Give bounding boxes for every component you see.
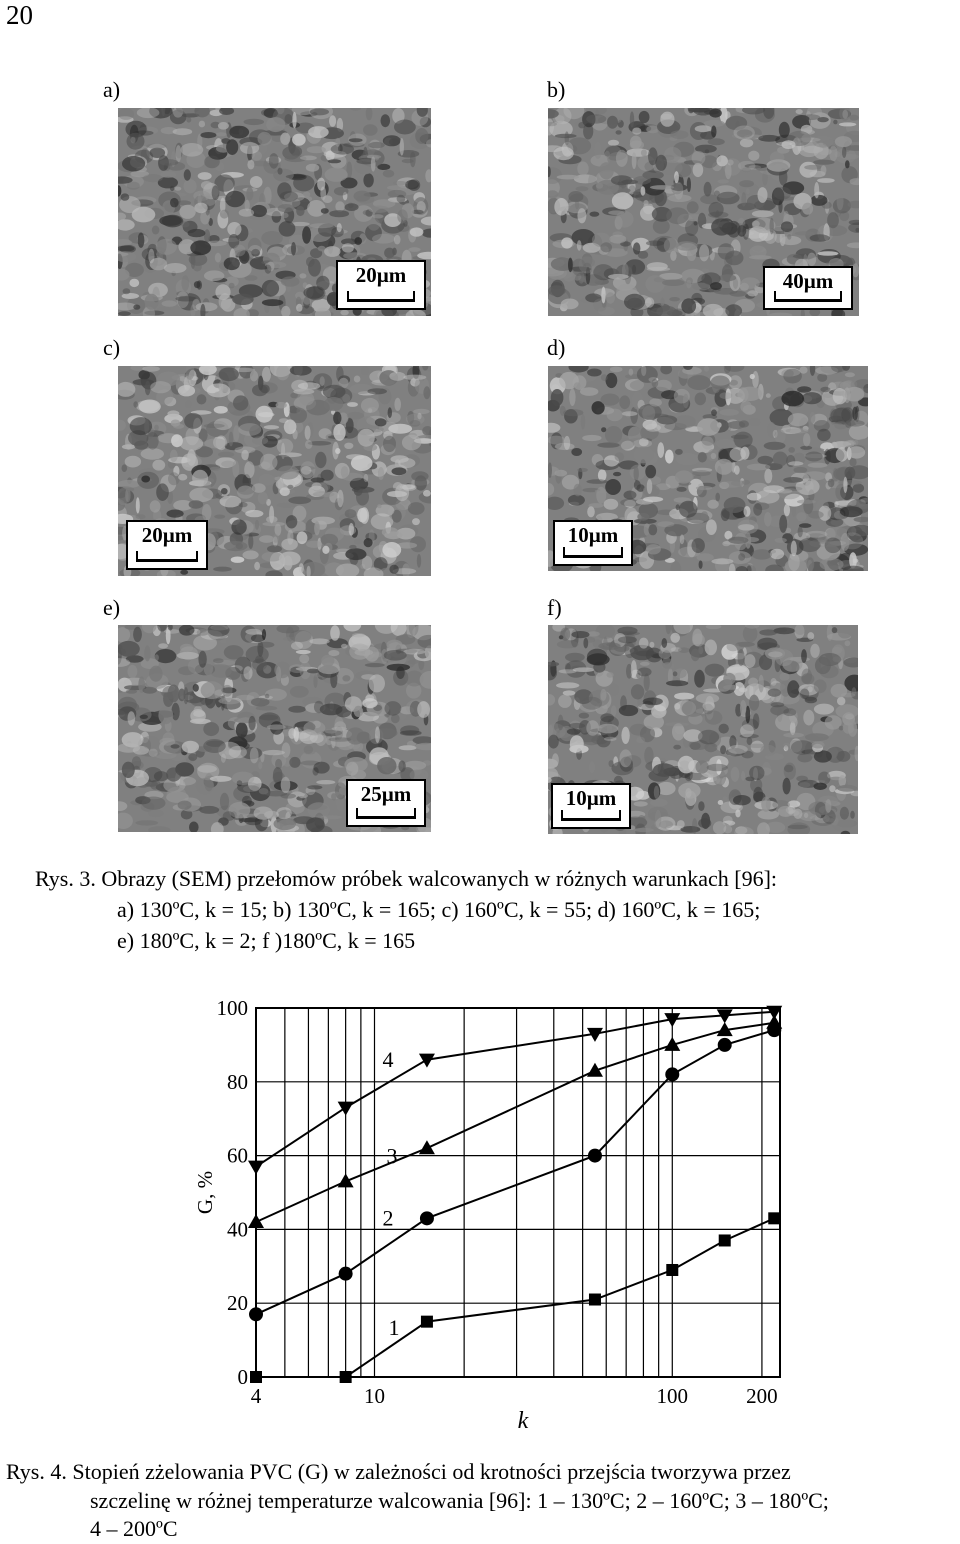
chart-svg [180, 990, 800, 1440]
panel-label-a: a) [103, 77, 121, 102]
scale-bar-b [763, 266, 853, 310]
scale-bar-e [346, 779, 426, 827]
y-tick-label: 100 [216, 996, 248, 1020]
x-tick-label: 10 [363, 1384, 385, 1408]
plot-frame [256, 1008, 780, 1377]
sem-image-e [118, 625, 431, 832]
data-point-1 [666, 1264, 678, 1276]
sem-image-f [548, 625, 858, 834]
data-point-1 [719, 1234, 731, 1246]
data-point-2 [339, 1267, 353, 1281]
sem-image-b [548, 108, 859, 316]
data-point-4 [338, 1102, 354, 1116]
data-point-1 [768, 1212, 780, 1224]
data-point-2 [665, 1067, 679, 1081]
x-tick-label: 100 [656, 1384, 689, 1408]
y-tick-label: 0 [237, 1365, 248, 1389]
data-point-2 [420, 1211, 434, 1225]
series-line-3 [256, 1023, 774, 1222]
series-line-2 [256, 1030, 774, 1314]
scale-bar-d [553, 520, 633, 566]
data-point-1 [421, 1316, 433, 1328]
scale-label-b: 40µm [782, 269, 834, 293]
y-tick-label: 20 [227, 1291, 248, 1316]
data-point-3 [248, 1214, 264, 1228]
series-label-4: 4 [382, 1047, 394, 1073]
series-line-1 [256, 1218, 774, 1377]
data-point-1 [589, 1294, 601, 1306]
sem-image-c [118, 366, 431, 576]
series-label-2: 2 [382, 1205, 394, 1231]
scale-bar-a [336, 260, 426, 310]
figure-4-caption-line-3: 4 – 200ºC [90, 1516, 178, 1541]
x-axis-label: k [517, 1408, 529, 1434]
y-tick-label: 80 [227, 1069, 248, 1094]
scale-label-c: 20µm [141, 523, 193, 547]
page-number: 20 [6, 0, 33, 30]
data-point-1 [340, 1371, 352, 1383]
scale-label-d: 10µm [567, 523, 619, 547]
figure-4-caption-line-2: szczelinę w różnej temperaturze walcowania [96]: 1 – 130ºC; 2 – 160ºC; 3 – 180ºC; [90, 1488, 829, 1513]
data-point-3 [419, 1140, 435, 1154]
figure-3-caption-line-3: e) 180ºC, k = 2; f )180ºC, k = 165 [117, 928, 416, 953]
scale-label-a: 20µm [355, 263, 407, 287]
y-tick-label: 60 [227, 1143, 248, 1168]
figure-4-caption-line-1: Rys. 4. Stopień zżelowania PVC (G) w zależności od krotności przejścia tworzywa przez [6, 1459, 791, 1484]
scale-label-e: 25µm [360, 782, 412, 806]
data-point-4 [419, 1054, 435, 1068]
data-point-2 [249, 1307, 263, 1321]
scale-bar-f [551, 783, 631, 829]
sem-image-d [548, 366, 868, 571]
x-tick-label: 4 [250, 1384, 262, 1408]
data-point-2 [718, 1038, 732, 1052]
panel-label-b: b) [547, 77, 566, 102]
data-point-3 [338, 1173, 354, 1187]
panel-label-d: d) [547, 335, 566, 360]
sem-image-a [118, 108, 431, 316]
scale-label-f: 10µm [565, 786, 617, 810]
data-point-1 [250, 1371, 262, 1383]
series-label-1: 1 [388, 1315, 400, 1341]
x-tick-label: 200 [746, 1384, 778, 1408]
series-label-3: 3 [386, 1143, 398, 1169]
panel-label-c: c) [103, 335, 121, 360]
scale-bar-c [126, 520, 208, 570]
y-tick-label: 40 [227, 1217, 248, 1242]
figure-3-caption-line-2: a) 130ºC, k = 15; b) 130ºC, k = 165; c) 160ºC, k = 55; d) 160ºC, k = 165; [117, 897, 761, 922]
data-point-2 [588, 1149, 602, 1163]
series-line-4 [256, 1012, 774, 1167]
figure-4-chart [180, 990, 800, 1440]
panel-label-f: f) [547, 595, 562, 620]
y-axis-label: G, % [193, 1170, 217, 1215]
panel-label-e: e) [103, 595, 121, 620]
figure-3-caption-line-1: Rys. 3. Obrazy (SEM) przełomów próbek walcowanych w różnych warunkach [96]: [35, 866, 778, 891]
data-point-4 [248, 1161, 264, 1175]
